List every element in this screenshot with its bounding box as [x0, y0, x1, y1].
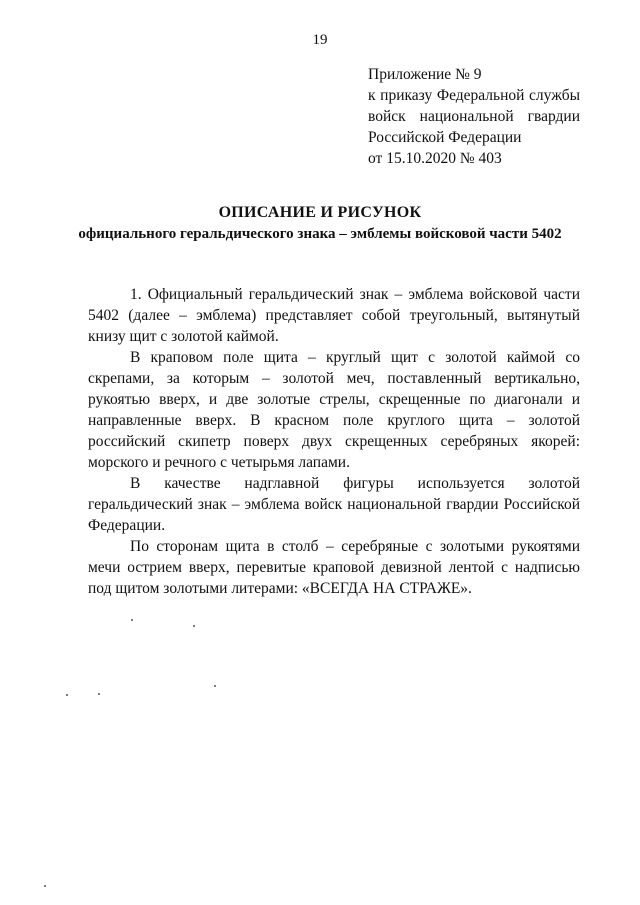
- appendix-line-number: Приложение № 9: [368, 66, 482, 83]
- scan-speck: [66, 694, 68, 696]
- scan-speck: [193, 625, 195, 627]
- appendix-line-order: к приказу Федеральной службы: [368, 87, 580, 104]
- paragraph-1: 1. Официальный геральдический знак – эмблема войсковой части 5402 (далее – эмблема) представляет собой треугольный, вытянутый книзу щит с золотой каймой.: [88, 286, 580, 345]
- page-number: 19: [312, 32, 328, 48]
- paragraph-3: В качестве надглавной фигуры используется золотой геральдический знак – эмблема войск национальной гвардии Российской Федерации.: [88, 475, 580, 534]
- document-body: [88, 284, 580, 599]
- appendix-line-service: войск национальной гвардии: [368, 108, 580, 125]
- scan-speck: [131, 619, 133, 621]
- document-subtitle: официального геральдического знака – эмблемы войсковой части 5402: [78, 226, 562, 242]
- appendix-block: [368, 64, 580, 169]
- scan-speck: [98, 693, 100, 695]
- paragraph-4: По сторонам щита в столб – серебряные с золотыми рукоятями мечи острием вверх, перевитые краповой девизной лентой с надписью под щитом золотыми литерами: «ВСЕГДА НА СТРАЖЕ».: [88, 538, 580, 597]
- scan-speck: [214, 685, 216, 687]
- document-title: ОПИСАНИЕ И РИСУНОК: [218, 204, 422, 221]
- appendix-line-country: Российской Федерации: [368, 129, 522, 146]
- appendix-line-date: от 15.10.2020 № 403: [368, 150, 502, 167]
- paragraph-2: В краповом поле щита – круглый щит с золотой каймой со скрепами, за которым – золотой меч, поставленный вертикально, рукоятью вверх, и две золотые стрелы, скрещенные по диагонали и направленные вверх. В красном поле круглого щита – золотой российский скипетр поверх двух скрещенных серебряных якорей: морского и речного с четырьмя лапами.: [88, 349, 580, 471]
- scan-speck: [44, 885, 46, 887]
